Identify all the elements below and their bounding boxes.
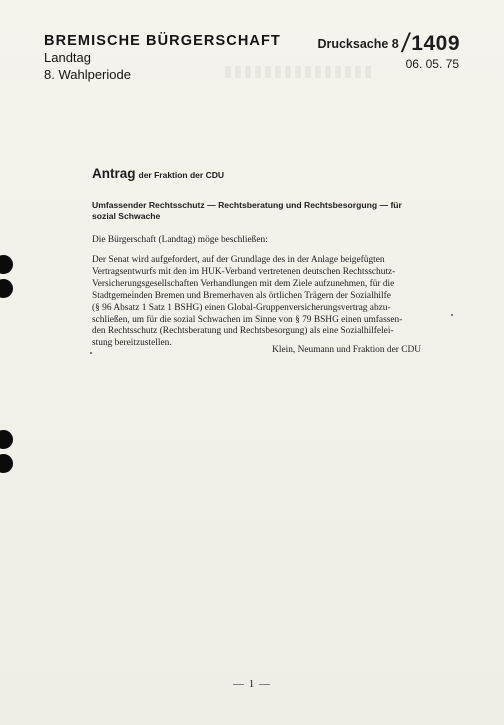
document-number: 1409	[411, 32, 460, 55]
motion-title	[92, 166, 224, 181]
parliament-name: BREMISCHE BÜRGERSCHAFT	[44, 33, 281, 49]
legislative-period: 8. Wahlperiode	[44, 67, 131, 82]
header-left	[44, 33, 281, 83]
body-line: Stadtgemeinden Bremen und Bremerhaven als örtlichen Trägern der Sozialhilfe	[92, 290, 391, 301]
motion-title-word: Antrag	[92, 166, 136, 181]
header-right	[317, 30, 460, 71]
page-number: — 1 —	[233, 678, 271, 690]
body-line: Der Senat wird aufgefordert, auf der Grundlage des in der Anlage beigefügten	[92, 255, 385, 265]
punch-hole	[0, 454, 13, 473]
motion-title-party: der Fraktion der CDU	[138, 170, 224, 180]
punch-hole	[0, 430, 13, 449]
motion-signature: Klein, Neumann und Fraktion der CDU	[272, 345, 421, 355]
document-label: Drucksache 8	[317, 37, 399, 51]
motion-intro: Die Bürgerschaft (Landtag) möge beschließen:	[92, 235, 268, 245]
body-line: (§ 96 Absatz 1 Satz 1 BSHG) einen Global-Gruppenversicherungsvertrag abzu-	[92, 302, 391, 313]
document-slash: /	[399, 28, 412, 58]
scan-speck	[451, 314, 453, 316]
body-line: den Rechtsschutz (Rechtsberatung und Rechtsbesorgung) als eine Sozialhilfelei-	[92, 326, 394, 337]
punch-hole	[0, 255, 13, 274]
motion-subject: Umfassender Rechtsschutz — Rechtsberatung und Rechtsbesorgung — für sozial Schwache	[92, 200, 402, 221]
body-line: schließen, um für die sozial Schwachen im Sinne von § 79 BSHG einen umfassen-	[92, 314, 403, 325]
body-line: stung bereitzustellen.	[92, 338, 172, 349]
body-line: Vertragsentwurfs mit den im HUK-Verband vertretenen deutschen Rechtsschutz-	[92, 266, 396, 277]
document-date: 06. 05. 75	[405, 57, 459, 71]
document-reference	[317, 30, 460, 56]
chamber-name: Landtag	[44, 50, 91, 65]
punch-hole	[0, 279, 13, 298]
body-line: Versicherungsgesellschaften Verhandlungen mit dem Ziele aufzunehmen, für die	[92, 278, 395, 289]
motion-body	[92, 255, 422, 350]
scan-speck	[90, 352, 92, 354]
